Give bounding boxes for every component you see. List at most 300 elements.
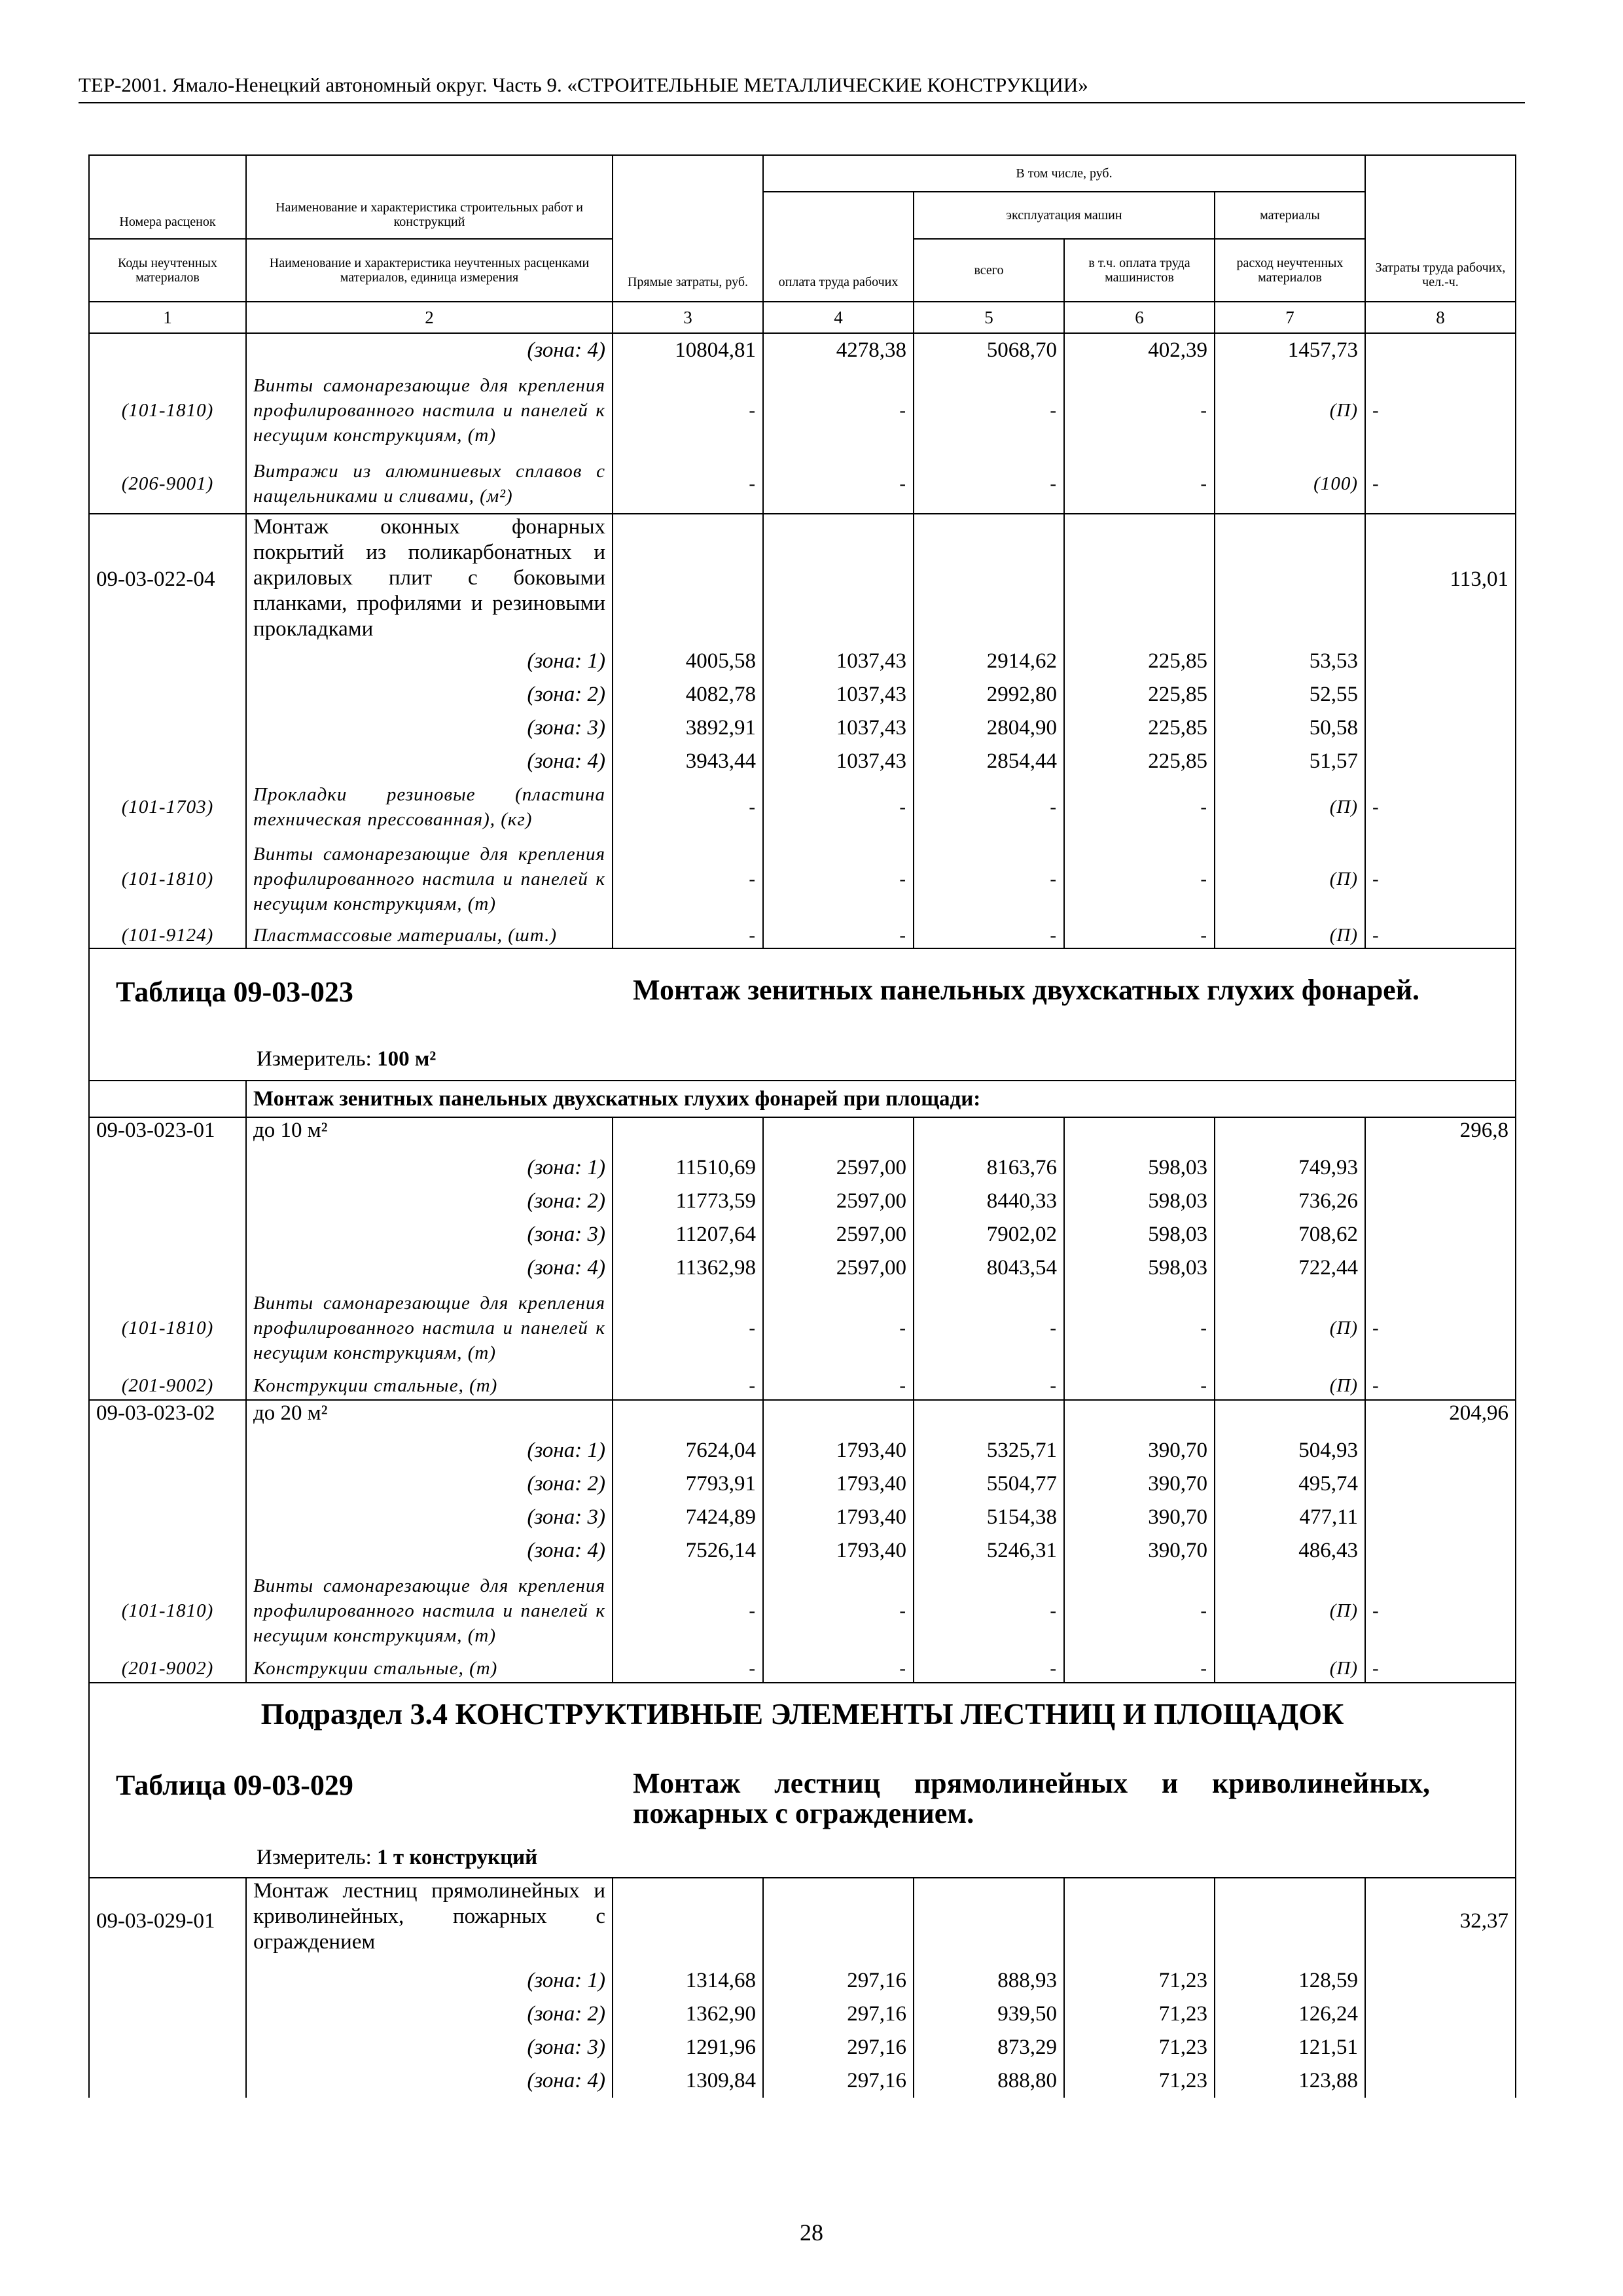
measure-value: 1 т конструкций — [377, 1846, 538, 1869]
table-row — [89, 1467, 1516, 1501]
value-cell — [763, 1400, 914, 1434]
value-cell: 4005,58 — [613, 645, 763, 678]
rate-name: до 20 м² — [246, 1400, 613, 1434]
labor-cell — [1365, 1964, 1516, 1998]
value-cell: 1037,43 — [763, 745, 914, 778]
dash-cell: - — [763, 1285, 914, 1371]
col-header-wages: оплата труда рабочих — [763, 192, 914, 302]
running-head: ТЕР-2001. Ямало-Ненецкий автономный округ. Часть 9. «СТРОИТЕЛЬНЫЕ МЕТАЛЛИЧЕСКИЕ КОНСТРУКЦИИ» — [79, 73, 1525, 103]
dash-cell: - — [1365, 1654, 1516, 1683]
table-title: Монтаж лестниц прямолинейных и криволинейных, пожарных с ограждением. — [633, 1767, 1430, 1829]
material-amount: (П) — [1215, 367, 1365, 454]
material-amount: (100) — [1215, 454, 1365, 514]
zone-label: (зона: 2) — [246, 1467, 613, 1501]
dash-cell: - — [613, 1568, 763, 1654]
value-cell: 8163,76 — [914, 1151, 1064, 1185]
value-cell: 52,55 — [1215, 678, 1365, 711]
dash-cell: - — [914, 836, 1064, 922]
labor-cell — [1365, 1501, 1516, 1534]
labor-cell — [1365, 745, 1516, 778]
material-name: Конструкции стальные, (т) — [246, 1654, 613, 1683]
material-amount: (П) — [1215, 1568, 1365, 1654]
table-row — [89, 1185, 1516, 1218]
value-cell — [914, 1117, 1064, 1151]
value-cell: 888,93 — [914, 1964, 1064, 1998]
table-row — [89, 1654, 1516, 1683]
value-cell: 5325,71 — [914, 1434, 1064, 1467]
table-row — [89, 1568, 1516, 1654]
value-cell: 598,03 — [1064, 1151, 1215, 1185]
value-cell: 5246,31 — [914, 1534, 1064, 1568]
value-cell: 390,70 — [1064, 1434, 1215, 1467]
value-cell: 7793,91 — [613, 1467, 763, 1501]
code-cell — [89, 2064, 246, 2098]
code-cell — [89, 333, 246, 367]
measure-unit — [257, 1047, 436, 1071]
value-cell: 297,16 — [763, 2064, 914, 2098]
zone-label: (зона: 3) — [246, 1218, 613, 1251]
table-row — [89, 1371, 1516, 1400]
value-cell: 71,23 — [1064, 1998, 1215, 2031]
full-width-cell — [89, 1683, 1516, 1878]
dash-cell: - — [763, 1568, 914, 1654]
value-cell — [763, 1878, 914, 1964]
value-cell: 390,70 — [1064, 1467, 1215, 1501]
labor-cell — [1365, 2031, 1516, 2064]
value-cell — [1064, 1117, 1215, 1151]
labor-cell — [1365, 1081, 1516, 1117]
rate-code: 09-03-022-04 — [89, 514, 246, 645]
value-cell — [763, 1117, 914, 1151]
zone-label: (зона: 2) — [246, 1998, 613, 2031]
zone-label: (зона: 4) — [246, 333, 613, 367]
code-cell — [89, 1534, 246, 1568]
zone-label: (зона: 4) — [246, 1534, 613, 1568]
material-name: Витражи из алюминиевых сплавов с нащельниками и сливами, (м²) — [246, 454, 613, 514]
rate-code: 09-03-029-01 — [89, 1878, 246, 1964]
labor-cell — [1365, 711, 1516, 745]
table-heading — [96, 1683, 1508, 1877]
full-width-cell — [89, 948, 1516, 1081]
table-row — [89, 1501, 1516, 1534]
value-cell — [1215, 1400, 1365, 1434]
material-name: Винты самонарезающие для крепления профилированного настила и панелей к несущим конструкциям, (т) — [246, 836, 613, 922]
col-header-material-codes: Коды неучтенных материалов — [89, 239, 246, 302]
page-number: 28 — [800, 2219, 823, 2246]
value-cell: 11773,59 — [613, 1185, 763, 1218]
code-cell — [89, 1251, 246, 1285]
value-cell: 2597,00 — [763, 1151, 914, 1185]
table-row — [89, 645, 1516, 678]
table-row — [89, 778, 1516, 836]
rate-code: 09-03-023-02 — [89, 1400, 246, 1434]
dash-cell: - — [1064, 922, 1215, 948]
value-cell: 1291,96 — [613, 2031, 763, 2064]
table-row — [89, 922, 1516, 948]
table-row — [89, 1964, 1516, 1998]
value-cell: 11207,64 — [613, 1218, 763, 1251]
dash-cell: - — [1365, 778, 1516, 836]
dash-cell: - — [914, 1568, 1064, 1654]
dash-cell: - — [763, 367, 914, 454]
material-amount: (П) — [1215, 1654, 1365, 1683]
value-cell: 8440,33 — [914, 1185, 1064, 1218]
dash-cell: - — [763, 1371, 914, 1400]
labor-cell — [1365, 1998, 1516, 2031]
dash-cell: - — [613, 367, 763, 454]
zone-label: (зона: 1) — [246, 1964, 613, 1998]
dash-cell: - — [1064, 778, 1215, 836]
labor-value: 113,01 — [1365, 514, 1516, 645]
table-row — [89, 745, 1516, 778]
dash-cell: - — [1064, 1654, 1215, 1683]
value-cell: 225,85 — [1064, 745, 1215, 778]
labor-cell — [1365, 1467, 1516, 1501]
col-header-machines-total: всего — [914, 239, 1064, 302]
value-cell: 71,23 — [1064, 2031, 1215, 2064]
measure-label: Измеритель: — [257, 1846, 378, 1869]
table-row — [89, 1683, 1516, 1878]
value-cell: 11362,98 — [613, 1251, 763, 1285]
col-number: 2 — [246, 302, 613, 333]
table-row — [89, 948, 1516, 1081]
material-name: Пластмассовые материалы, (шт.) — [246, 922, 613, 948]
dash-cell: - — [914, 778, 1064, 836]
labor-cell — [1365, 1434, 1516, 1467]
material-amount: (П) — [1215, 1371, 1365, 1400]
value-cell: 7624,04 — [613, 1434, 763, 1467]
value-cell: 7424,89 — [613, 1501, 763, 1534]
material-code: (101-1810) — [89, 1568, 246, 1654]
value-cell: 10804,81 — [613, 333, 763, 367]
value-cell: 2854,44 — [914, 745, 1064, 778]
value-cell: 504,93 — [1215, 1434, 1365, 1467]
measure-unit — [257, 1846, 537, 1870]
value-cell — [613, 1117, 763, 1151]
code-cell — [89, 678, 246, 711]
measure-label: Измеритель: — [257, 1047, 378, 1071]
value-cell: 598,03 — [1064, 1185, 1215, 1218]
value-cell: 50,58 — [1215, 711, 1365, 745]
dash-cell: - — [763, 454, 914, 514]
dash-cell: - — [763, 778, 914, 836]
material-amount: (П) — [1215, 778, 1365, 836]
value-cell — [613, 1400, 763, 1434]
value-cell: 3943,44 — [613, 745, 763, 778]
code-cell — [89, 1081, 246, 1117]
table-row — [89, 1400, 1516, 1434]
dash-cell: - — [763, 1654, 914, 1683]
value-cell: 1362,90 — [613, 1998, 763, 2031]
col-number: 3 — [613, 302, 763, 333]
value-cell: 402,39 — [1064, 333, 1215, 367]
labor-value: 296,8 — [1365, 1117, 1516, 1151]
dash-cell: - — [1365, 922, 1516, 948]
value-cell: 708,62 — [1215, 1218, 1365, 1251]
table-number: Таблица 09-03-023 — [116, 976, 353, 1008]
table-row — [89, 1434, 1516, 1467]
value-cell: 2597,00 — [763, 1251, 914, 1285]
dash-cell: - — [1365, 367, 1516, 454]
col-header-materials: материалы — [1215, 192, 1365, 239]
value-cell: 1793,40 — [763, 1434, 914, 1467]
code-cell — [89, 745, 246, 778]
rates-table — [88, 154, 1516, 2098]
code-cell — [89, 1434, 246, 1467]
dash-cell: - — [1365, 1285, 1516, 1371]
table-row — [89, 367, 1516, 454]
dash-cell: - — [763, 836, 914, 922]
code-cell — [89, 2031, 246, 2064]
table-row — [89, 333, 1516, 367]
table-row — [89, 1081, 1516, 1117]
dash-cell: - — [1064, 836, 1215, 922]
value-cell: 5154,38 — [914, 1501, 1064, 1534]
dash-cell: - — [1365, 1371, 1516, 1400]
table-number: Таблица 09-03-029 — [116, 1769, 353, 1801]
value-cell: 5068,70 — [914, 333, 1064, 367]
material-name: Винты самонарезающие для крепления профилированного настила и панелей к несущим конструкциям, (т) — [246, 367, 613, 454]
value-cell: 225,85 — [1064, 678, 1215, 711]
dash-cell: - — [1365, 454, 1516, 514]
material-name: Конструкции стальные, (т) — [246, 1371, 613, 1400]
table-title: Монтаж зенитных панельных двухскатных глухих фонарей. — [633, 974, 1420, 1006]
zone-label: (зона: 3) — [246, 1501, 613, 1534]
value-cell: 4278,38 — [763, 333, 914, 367]
value-cell: 123,88 — [1215, 2064, 1365, 2098]
value-cell: 477,11 — [1215, 1501, 1365, 1534]
value-cell — [914, 1400, 1064, 1434]
value-cell: 8043,54 — [914, 1251, 1064, 1285]
dash-cell: - — [1064, 1371, 1215, 1400]
dash-cell: - — [613, 1285, 763, 1371]
col-header-direct: Прямые затраты, руб. — [613, 155, 763, 302]
value-cell: 2804,90 — [914, 711, 1064, 745]
dash-cell: - — [1365, 1568, 1516, 1654]
col-header-names: Наименование и характеристика строительных работ и конструкций — [246, 155, 613, 239]
rate-name: Монтаж лестниц прямолинейных и криволинейных, пожарных с ограждением — [246, 1878, 613, 1964]
value-cell: 1793,40 — [763, 1534, 914, 1568]
dash-cell: - — [613, 1371, 763, 1400]
value-cell — [1064, 514, 1215, 645]
material-amount: (П) — [1215, 1285, 1365, 1371]
value-cell: 390,70 — [1064, 1501, 1215, 1534]
material-code: (101-9124) — [89, 922, 246, 948]
col-number: 8 — [1365, 302, 1516, 333]
value-cell: 7902,02 — [914, 1218, 1064, 1251]
labor-cell — [1365, 1251, 1516, 1285]
dash-cell: - — [613, 1654, 763, 1683]
zone-label: (зона: 4) — [246, 745, 613, 778]
value-cell — [1064, 1878, 1215, 1964]
value-cell: 486,43 — [1215, 1534, 1365, 1568]
dash-cell: - — [914, 1285, 1064, 1371]
value-cell: 297,16 — [763, 1964, 914, 1998]
code-cell — [89, 1185, 246, 1218]
value-cell: 1037,43 — [763, 645, 914, 678]
zone-label: (зона: 1) — [246, 1151, 613, 1185]
value-cell: 1793,40 — [763, 1467, 914, 1501]
dash-cell: - — [1064, 1285, 1215, 1371]
col-number: 5 — [914, 302, 1064, 333]
value-cell: 225,85 — [1064, 645, 1215, 678]
value-cell — [613, 514, 763, 645]
col-header-codes: Номера расценок — [89, 155, 246, 239]
value-cell — [1215, 514, 1365, 645]
value-cell: 2992,80 — [914, 678, 1064, 711]
table-row — [89, 514, 1516, 645]
table-row — [89, 711, 1516, 745]
zone-label: (зона: 3) — [246, 2031, 613, 2064]
code-cell — [89, 1467, 246, 1501]
measure-value: 100 м² — [377, 1047, 437, 1071]
table-row — [89, 1218, 1516, 1251]
value-cell — [1064, 1400, 1215, 1434]
material-code: (201-9002) — [89, 1371, 246, 1400]
material-code: (101-1810) — [89, 367, 246, 454]
dash-cell: - — [1365, 836, 1516, 922]
code-cell — [89, 1501, 246, 1534]
value-cell: 7526,14 — [613, 1534, 763, 1568]
code-cell — [89, 1151, 246, 1185]
labor-cell — [1365, 678, 1516, 711]
table-row — [89, 1285, 1516, 1371]
value-cell: 128,59 — [1215, 1964, 1365, 1998]
table-row — [89, 1151, 1516, 1185]
table-row — [89, 454, 1516, 514]
value-cell: 390,70 — [1064, 1534, 1215, 1568]
value-cell: 2597,00 — [763, 1218, 914, 1251]
value-cell: 51,57 — [1215, 745, 1365, 778]
value-cell: 297,16 — [763, 2031, 914, 2064]
material-code: (206-9001) — [89, 454, 246, 514]
table-row — [89, 2064, 1516, 2098]
value-cell: 121,51 — [1215, 2031, 1365, 2064]
zone-label: (зона: 4) — [246, 2064, 613, 2098]
value-cell: 722,44 — [1215, 1251, 1365, 1285]
labor-cell — [1365, 333, 1516, 367]
value-cell: 71,23 — [1064, 2064, 1215, 2098]
material-name: Прокладки резиновые (пластина техническая прессованная), (кг) — [246, 778, 613, 836]
dash-cell: - — [914, 367, 1064, 454]
material-code: (101-1810) — [89, 1285, 246, 1371]
code-cell — [89, 711, 246, 745]
dash-cell: - — [613, 454, 763, 514]
dash-cell: - — [914, 454, 1064, 514]
labor-cell — [1365, 1185, 1516, 1218]
value-cell — [914, 514, 1064, 645]
col-header-including: В том числе, руб. — [763, 155, 1365, 192]
code-cell — [89, 1964, 246, 1998]
col-header-unaccounted: расход неучтенных материалов — [1215, 239, 1365, 302]
value-cell: 1457,73 — [1215, 333, 1365, 367]
zone-label: (зона: 4) — [246, 1251, 613, 1285]
labor-cell — [1365, 645, 1516, 678]
rate-name: Монтаж оконных фонарных покрытий из поликарбонатных и акриловых плит с боковыми планками, профилями и резиновыми прокладками — [246, 514, 613, 645]
value-cell: 749,93 — [1215, 1151, 1365, 1185]
value-cell — [1215, 1878, 1365, 1964]
value-cell: 598,03 — [1064, 1251, 1215, 1285]
value-cell: 297,16 — [763, 1998, 914, 2031]
table-row — [89, 2031, 1516, 2064]
table-row — [89, 1251, 1516, 1285]
value-cell: 873,29 — [914, 2031, 1064, 2064]
value-cell — [613, 1878, 763, 1964]
col-number: 1 — [89, 302, 246, 333]
section-title: Подраздел 3.4 КОНСТРУКТИВНЫЕ ЭЛЕМЕНТЫ ЛЕСТНИЦ И ПЛОЩАДОК — [260, 1697, 1344, 1731]
value-cell: 53,53 — [1215, 645, 1365, 678]
labor-cell — [1365, 1151, 1516, 1185]
zone-label: (зона: 1) — [246, 645, 613, 678]
dash-cell: - — [613, 778, 763, 836]
code-cell — [89, 1218, 246, 1251]
value-cell — [1215, 1117, 1365, 1151]
material-amount: (П) — [1215, 836, 1365, 922]
col-number: 6 — [1064, 302, 1215, 333]
material-code: (101-1810) — [89, 836, 246, 922]
rate-code: 09-03-023-01 — [89, 1117, 246, 1151]
value-cell: 495,74 — [1215, 1467, 1365, 1501]
table-row — [89, 1998, 1516, 2031]
material-name: Винты самонарезающие для крепления профилированного настила и панелей к несущим конструкциям, (т) — [246, 1285, 613, 1371]
value-cell — [914, 1878, 1064, 1964]
code-cell — [89, 1998, 246, 2031]
value-cell: 598,03 — [1064, 1218, 1215, 1251]
value-cell: 11510,69 — [613, 1151, 763, 1185]
value-cell: 939,50 — [914, 1998, 1064, 2031]
value-cell: 4082,78 — [613, 678, 763, 711]
zone-label: (зона: 2) — [246, 678, 613, 711]
labor-value: 32,37 — [1365, 1878, 1516, 1964]
value-cell: 225,85 — [1064, 711, 1215, 745]
material-code: (201-9002) — [89, 1654, 246, 1683]
value-cell: 1037,43 — [763, 711, 914, 745]
col-number: 7 — [1215, 302, 1365, 333]
labor-cell — [1365, 1218, 1516, 1251]
zone-label: (зона: 2) — [246, 1185, 613, 1218]
code-cell — [89, 645, 246, 678]
value-cell: 2914,62 — [914, 645, 1064, 678]
table-row — [89, 1117, 1516, 1151]
value-cell: 1037,43 — [763, 678, 914, 711]
table-row — [89, 1878, 1516, 1964]
labor-cell — [1365, 1534, 1516, 1568]
material-code: (101-1703) — [89, 778, 246, 836]
dash-cell: - — [1064, 1568, 1215, 1654]
dash-cell: - — [914, 1654, 1064, 1683]
labor-value: 204,96 — [1365, 1400, 1516, 1434]
col-header-labor: Затраты труда рабочих, чел.-ч. — [1365, 155, 1516, 302]
value-cell: 1314,68 — [613, 1964, 763, 1998]
value-cell: 1793,40 — [763, 1501, 914, 1534]
col-header-material-names: Наименование и характеристика неучтенных расценками материалов, единица измерения — [246, 239, 613, 302]
dash-cell: - — [914, 1371, 1064, 1400]
dash-cell: - — [1064, 454, 1215, 514]
value-cell: 1309,84 — [613, 2064, 763, 2098]
col-header-machines: эксплуатация машин — [914, 192, 1215, 239]
value-cell: 3892,91 — [613, 711, 763, 745]
table-row — [89, 836, 1516, 922]
rate-name: до 10 м² — [246, 1117, 613, 1151]
value-cell: 5504,77 — [914, 1467, 1064, 1501]
col-header-operator-wages: в т.ч. оплата труда машинистов — [1064, 239, 1215, 302]
table-heading — [96, 949, 1508, 1080]
labor-cell — [1365, 2064, 1516, 2098]
value-cell — [763, 514, 914, 645]
value-cell: 126,24 — [1215, 1998, 1365, 2031]
zone-label: (зона: 1) — [246, 1434, 613, 1467]
table-row — [89, 678, 1516, 711]
